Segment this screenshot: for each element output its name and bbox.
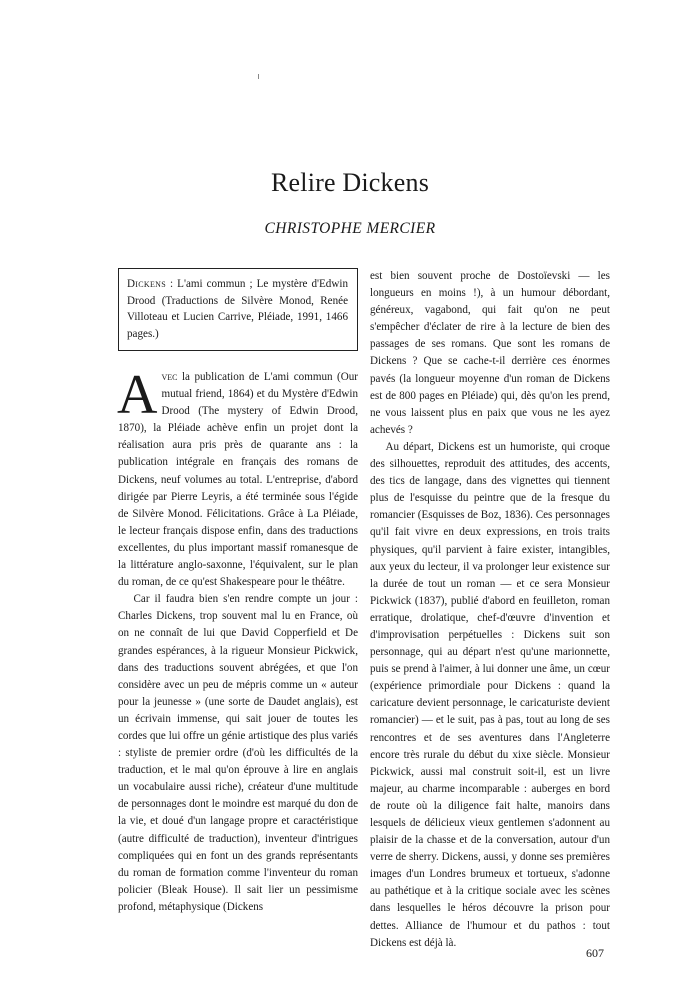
page-number: 607 [586,946,604,960]
right-column [370,268,610,952]
article-title: Relire Dickens [270,168,430,197]
left-column [118,268,358,916]
reference-text: : L'ami commun ; Le mystère d'Edwin Drood (Traductions de Silvère Monod, Renée Villoteau et Lucien Carrive, Pléiade, 1991, 1466 pages.) [127,278,348,340]
reference-author: Dickens [127,278,167,290]
lead-smallcaps: vec [161,371,178,383]
scan-mark [258,74,259,79]
paragraph-2: Car il faudra bien s'en rendre compte un jour : Charles Dickens, trop souvent mal lu en France, où on ne connaît de lui que David Copperfield et De grandes espérances, à la rigueur Monsieur Pickwick, dans des traductions souvent abrégées, et que l'on considère avec un peu de mépris comme un « auteur pour la jeunesse » (une sorte de Daudet anglais), est un écrivain immense, qui sait jouer de toutes les cordes que lui offre un génie artistique des plus variés : styliste de premier ordre (d'où les difficultés de la traduction, et le mal qu'on éprouve à lire en anglais un vocabulaire aussi riche), créateur d'une multitude de personnages dont le moindre est marqué du don de la vie, et doué d'un langage propre et caractéristique (autre difficulté de traduction), inventeur d'intrigues compliquées qui en font un des grands représentants du roman de formation comme l'inventeur du roman policier (Bleak House). Il sait lier un pessimisme profond, métaphysique (Dickens [118,593,358,913]
paragraph-2-continued: est bien souvent proche de Dostoïevski — les longueurs en moins !), à un humour débordant, généreux, vagabond, qui fait qu'on ne peut s'empêcher d'éclater de rire à la lecture de bien des passages de ses romans. Que sont les romans de Dickens ? Que se cache-t-il derrière ces énormes pavés (la longueur moyenne d'un roman de Dickens est de 800 pages en Pléiade) qui, dès qu'on les prend, ne vous laissent plus en paix que vous ne les ayez achevés ? [370,270,610,436]
article-author: CHRISTOPHE MERCIER [264,220,436,237]
book-reference-box [118,268,358,351]
paragraph-3: Au départ, Dickens est un humoriste, qui croque des silhouettes, reproduit des attitudes, des accents, des tics de langage, dans des vignettes qui tiennent plus de l'esquisse du peintre que de la fresque du romancier (Esquisses de Boz, 1836). Ces personnages qu'il fait vivre en deux expressions, en trois traits physiques, qu'il parvient à faire exister, intangibles, aux yeux du lecteur, il va prolonger leur existence sur la durée de tout un roman — et ce sera Monsieur Pickwick (1837), publié d'abord en feuilleton, roman erratique, drolatique, chef-d'œuvre d'invention et d'improvisation perpétuelles : Dickens suit son personnage, qui au départ n'est qu'une marionnette, puis se prend à l'aimer, à lui donner une âme, un cœur (expérience primordiale pour Dickens : quand la caricature devient personnage, le caricaturiste devient romancier) — et le suit, pas à pas, tout au long de ses rencontres et de ses aventures dans l'Angleterre encore très rurale du début du xixe siècle. Monsieur Pickwick, aussi mal construit soit-il, est un livre majeur, au charme incomparable : auberges en bord de route où la diligence fait halte, manoirs dans lesquels de délicieux vieux gentlemen s'adonnent au plaisir de la chasse et de la conversation, autour d'un verre de sherry. Dickens, aussi, y donne ses premières images d'un Londres brumeux et tortueux, s'adonne au pathétique et à la critique sociale avec les scènes dans lesquelles le héros découvre la prison pour dettes. Alliance de l'humour et du pathos : tout Dickens est déjà là. [370,440,610,949]
drop-cap: A [117,364,158,426]
paragraph-1 [117,364,358,591]
paragraph-1-text: la publication de L'ami commun (Our mutual friend, 1864) et du Mystère d'Edwin Drood (The mystery of Edwin Drood, 1870), la Pléiade achève enfin un projet dont la réalisation aura pris près de quarante ans : la publication intégrale en français des romans de Dickens, neuf volumes au total. L'entreprise, d'abord dirigée par Pierre Leyris, a été terminée sous l'égide de Silvère Monod. Félicitations. Grâce à La Pléiade, le lecteur français dispose enfin, dans des traductions excellentes, du plus important massif romanesque de la littérature anglo-saxonne, l'équivalent, sur le plan du roman, de ce qu'est Shakespeare pour le théâtre. [118,371,358,589]
